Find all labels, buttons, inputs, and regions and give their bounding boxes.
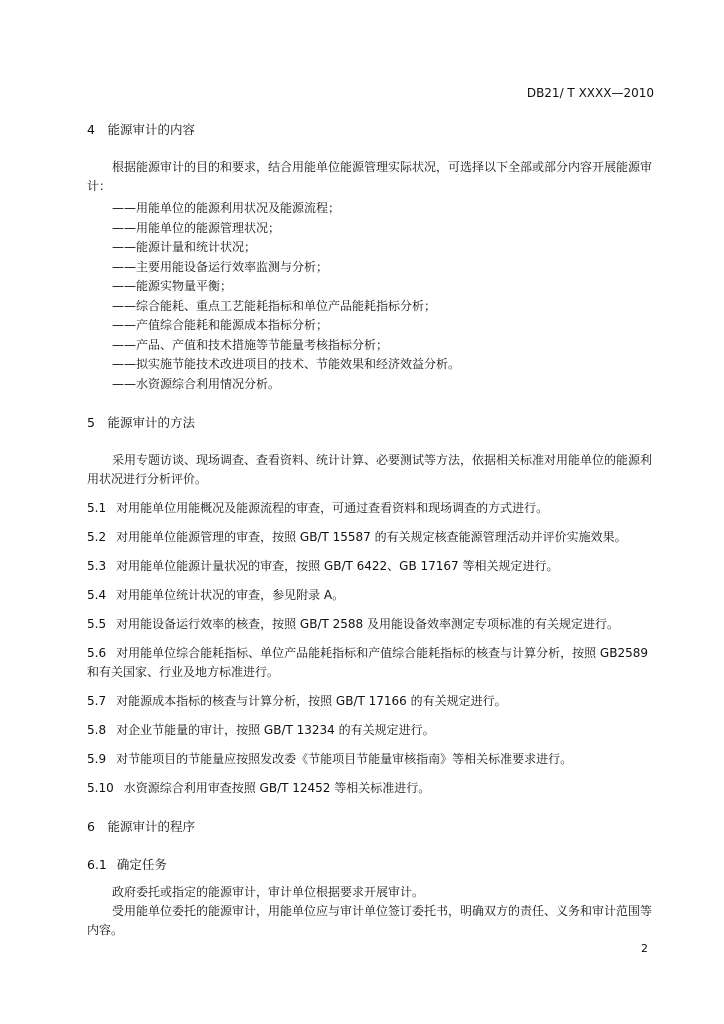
clause-5-5 xyxy=(87,615,657,634)
list-item: ——产品、产值和技术措施等节能量考核指标分析； xyxy=(112,337,389,352)
section-5-heading: 5 能源审计的方法 xyxy=(87,415,195,430)
clause-number: 5.2 xyxy=(87,530,107,544)
clause-text: 对企业节能量的审计，按照 GB/T 13234 的有关规定进行。 xyxy=(116,723,435,737)
page-content xyxy=(87,120,657,940)
list-item: ——能源计量和统计状况； xyxy=(112,240,257,254)
clause-text: 对用能设备运行效率的核查，按照 GB/T 2588 及用能设备效率测定专项标准的有关规定进行。 xyxy=(116,617,619,631)
section-4-list xyxy=(87,199,657,394)
clause-5-3 xyxy=(87,557,657,576)
section-4-intro: 根据能源审计的目的和要求，结合用能单位能源管理实际状况，可选择以下全部或部分内容开展能源审计： xyxy=(87,160,653,193)
clause-text: 对能源成本指标的核查与计算分析，按照 GB/T 17166 的有关规定进行。 xyxy=(116,694,507,708)
section-6-heading: 6 能源审计的程序 xyxy=(87,819,195,834)
clause-5-10 xyxy=(87,779,657,798)
list-item: ——用能单位的能源利用状况及能源流程； xyxy=(112,201,341,215)
clause-number: 5.3 xyxy=(87,559,107,573)
subsection-title: 确定任务 xyxy=(116,857,167,872)
clause-5-7 xyxy=(87,692,657,711)
clause-5-4 xyxy=(87,586,657,605)
list-item: ——产值综合能耗和能源成本指标分析； xyxy=(112,318,329,332)
clause-5-1 xyxy=(87,499,657,518)
clause-number: 5.8 xyxy=(87,723,107,737)
list-item: ——用能单位的能源管理状况； xyxy=(112,220,281,235)
clause-number: 5.5 xyxy=(87,617,107,631)
clause-5-6 xyxy=(87,644,657,682)
list-item: ——综合能耗、重点工艺能耗指标和单位产品能耗指标分析； xyxy=(112,298,437,313)
clause-text: 对用能单位能源管理的审查，按照 GB/T 15587 的有关规定核查能源管理活动并评价实施效果。 xyxy=(116,530,627,544)
list-item: ——主要用能设备运行效率监测与分析； xyxy=(112,259,329,274)
clause-number: 5.9 xyxy=(87,752,107,766)
clause-number: 5.6 xyxy=(87,646,107,660)
list-item: ——能源实物量平衡； xyxy=(112,279,233,293)
section-4-heading: 4 能源审计的内容 xyxy=(87,122,195,137)
clause-number: 5.10 xyxy=(87,781,114,795)
document-code-header: DB21/ T XXXX—2010 xyxy=(526,86,654,100)
clause-text: 水资源综合利用审查按照 GB/T 12452 等相关标准进行。 xyxy=(123,781,431,795)
subsection-number: 6.1 xyxy=(87,857,107,872)
list-item: ——水资源综合利用情况分析。 xyxy=(112,376,281,391)
clause-number: 5.4 xyxy=(87,588,107,602)
clause-text: 对用能单位用能概况及能源流程的审查，可通过查看资料和现场调查的方式进行。 xyxy=(116,501,549,515)
clause-text: 对节能项目的节能量应按照发改委《节能项目节能量审核指南》等相关标准要求进行。 xyxy=(116,752,573,766)
subsection-6-1-heading xyxy=(87,855,657,873)
clause-text: 对用能单位综合能耗指标、单位产品能耗指标和产值综合能耗指标的核查与计算分析，按照 GB2589 和有关国家、行业及地方标准进行。 xyxy=(87,646,648,679)
clause-5-9 xyxy=(87,750,657,769)
clause-number: 5.7 xyxy=(87,694,107,708)
list-item: ——拟实施节能技术改进项目的技术、节能效果和经济效益分析。 xyxy=(112,357,461,371)
clause-5-8 xyxy=(87,721,657,740)
section-6-paragraph-1: 政府委托或指定的能源审计，审计单位根据要求开展审计。 xyxy=(112,885,425,899)
clause-number: 5.1 xyxy=(87,501,107,515)
section-5-intro: 采用专题访谈、现场调查、查看资料、统计计算、必要测试等方法，依据相关标准对用能单位的能源利用状况进行分析评价。 xyxy=(87,453,653,486)
clause-text: 对用能单位能源计量状况的审查，按照 GB/T 6422、GB 17167 等相关规定进行。 xyxy=(116,559,559,573)
clause-text: 对用能单位统计状况的审查，参见附录 A。 xyxy=(116,588,345,602)
page-number: 2 xyxy=(641,942,648,955)
clause-5-2 xyxy=(87,528,657,547)
section-6-paragraph-2: 受用能单位委托的能源审计，用能单位应与审计单位签订委托书，明确双方的责任、义务和审计范围等内容。 xyxy=(87,904,653,937)
